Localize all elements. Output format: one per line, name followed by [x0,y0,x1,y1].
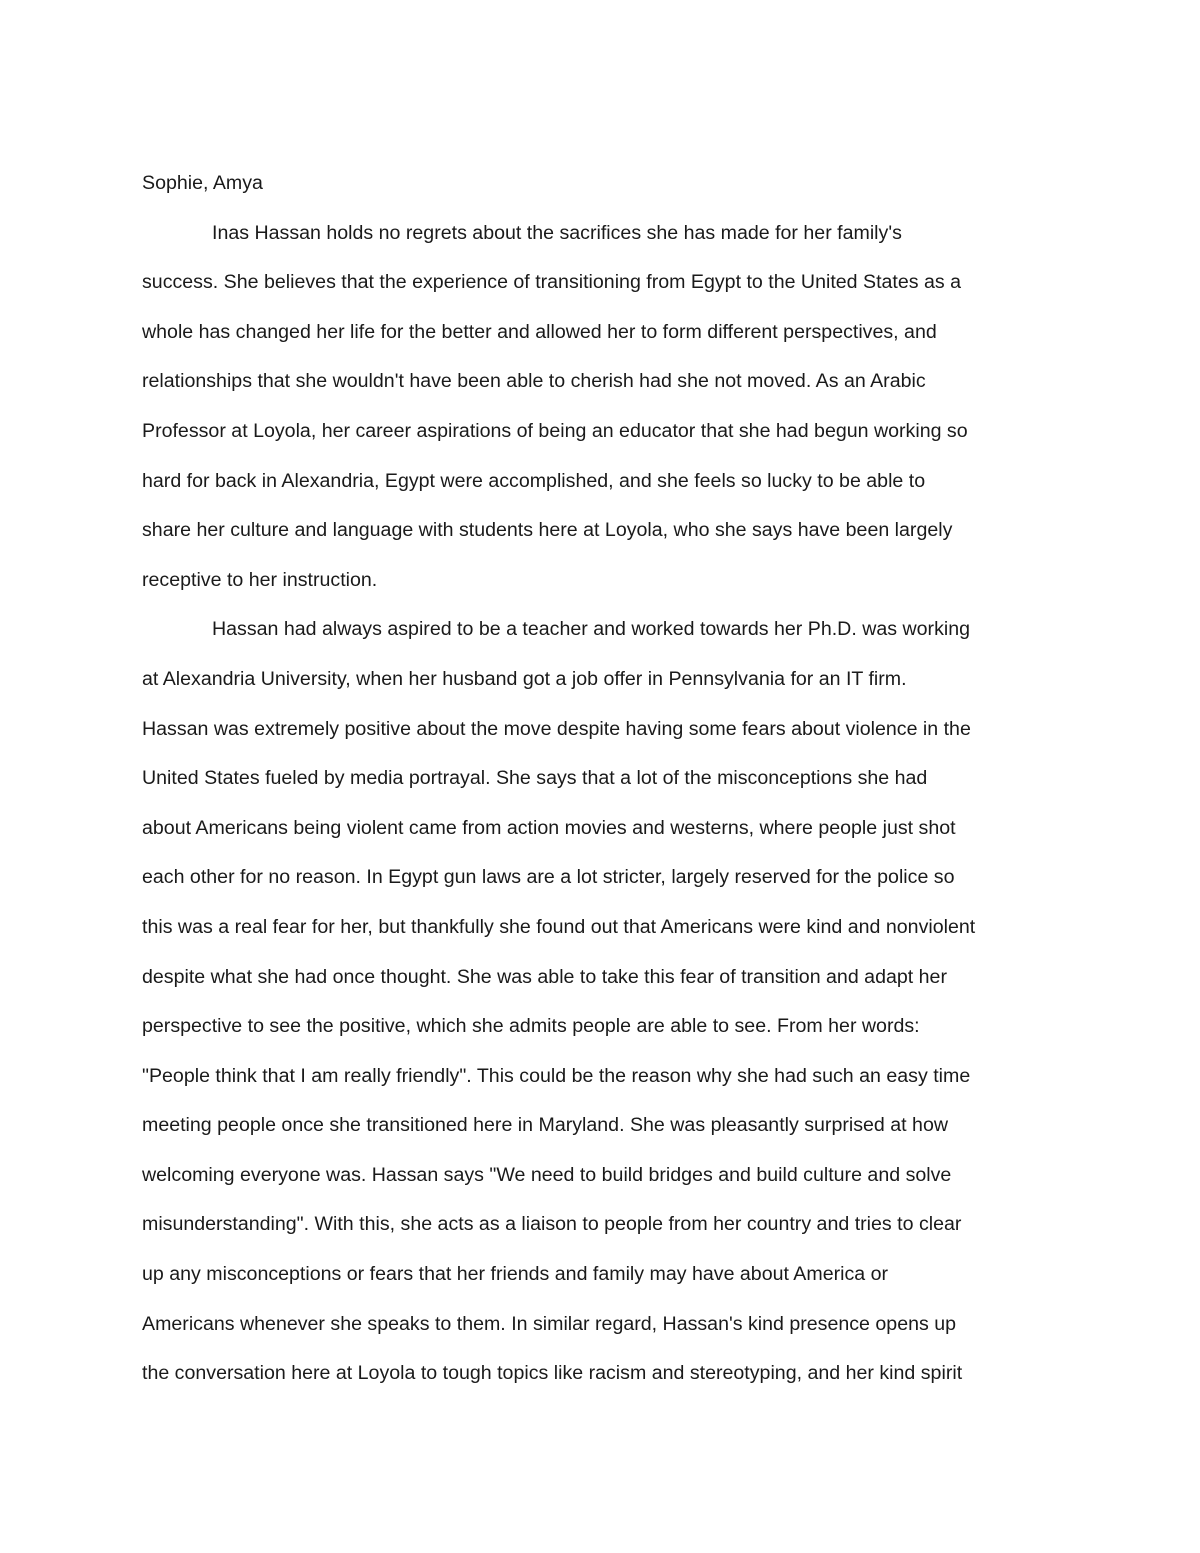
text-line: meeting people once she transitioned here in Maryland. She was pleasantly surprised at how [142,1114,948,1137]
text-line: Americans whenever she speaks to them. In similar regard, Hassan's kind presence opens up [142,1312,957,1335]
text-line: despite what she had once thought. She was able to take this fear of transition and adapt her [142,965,947,988]
text-line: at Alexandria University, when her husband got a job offer in Pennsylvania for an IT firm. [142,667,907,690]
text-line: this was a real fear for her, but thankfully she found out that Americans were kind and nonviolent [142,915,976,938]
text-line: Professor at Loyola, her career aspirations of being an educator that she had begun working so [142,419,968,442]
text-line: relationships that she wouldn't have been able to cherish had she not moved. As an Arabic [142,370,926,393]
text-line: Hassan had always aspired to be a teacher and worked towards her Ph.D. was working [212,618,971,641]
author-header: Sophie, Amya [142,172,263,194]
text-line: whole has changed her life for the better and allowed her to form different perspectives, and [142,320,937,343]
text-line: each other for no reason. In Egypt gun laws are a lot stricter, largely reserved for the police so [142,866,955,889]
text-line: up any misconceptions or fears that her friends and family may have about America or [142,1263,889,1286]
text-line: Inas Hassan holds no regrets about the sacrifices she has made for her family's [212,221,902,244]
text-line: the conversation here at Loyola to tough topics like racism and stereotyping, and her kind spirit [142,1362,963,1385]
text-line: about Americans being violent came from action movies and westerns, where people just shot [142,816,956,839]
text-line: receptive to her instruction. [142,568,378,591]
text-line: welcoming everyone was. Hassan says "We need to build bridges and build culture and solve [142,1163,952,1186]
text-line: "People think that I am really friendly". This could be the reason why she had such an easy time [142,1064,971,1087]
text-line: misunderstanding". With this, she acts as a liaison to people from her country and tries to clear [142,1213,962,1236]
text-line: Hassan was extremely positive about the move despite having some fears about violence in the [142,717,971,740]
document-body [142,168,1072,1408]
text-line: success. She believes that the experience of transitioning from Egypt to the United States as a [142,271,962,294]
text-line: share her culture and language with students here at Loyola, who she says have been largely [142,519,953,542]
text-line: United States fueled by media portrayal. She says that a lot of the misconceptions she had [142,767,928,790]
paragraph-2 [142,614,1072,1408]
text-line: hard for back in Alexandria, Egypt were accomplished, and she feels so lucky to be able to [142,469,926,492]
text-line: perspective to see the positive, which she admits people are able to see. From her words: [142,1015,920,1038]
paragraph-1 [142,218,1072,615]
